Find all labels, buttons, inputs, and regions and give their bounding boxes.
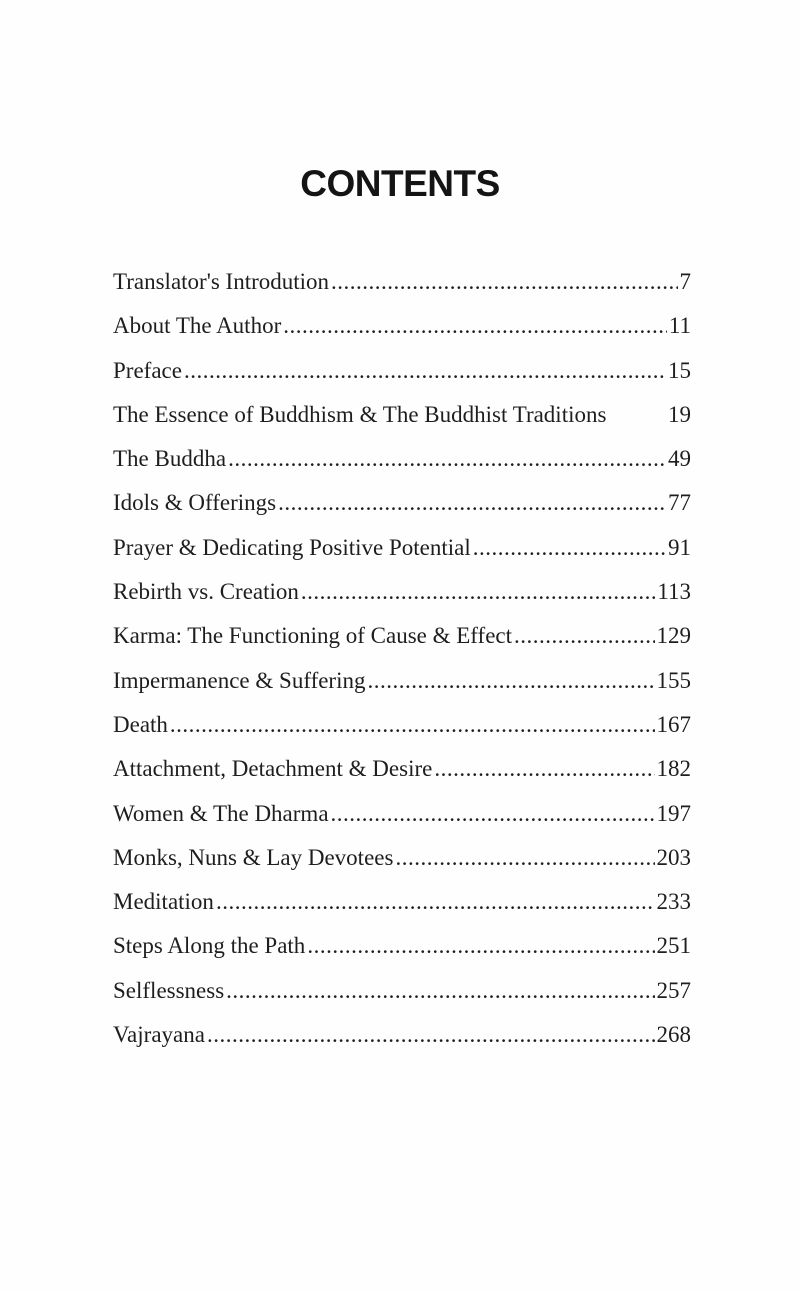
- toc-entry: [113, 570, 691, 614]
- toc-entry-title: Monks, Nuns & Lay Devotees: [113, 844, 394, 870]
- toc-entry-page-number: 251: [656, 933, 691, 959]
- toc-entry-page-number: 77: [668, 490, 691, 516]
- toc-dot-leader: [228, 437, 666, 481]
- toc-dot-leader: [207, 1013, 655, 1057]
- toc-entry-page-number: 197: [656, 800, 691, 826]
- toc-entry: [113, 703, 691, 747]
- toc-entry-title: Idols & Offerings: [113, 490, 277, 516]
- toc-dot-leader: [184, 349, 666, 393]
- toc-entry: [113, 1013, 691, 1057]
- toc-entry: [113, 792, 691, 836]
- toc-entry-page-number: 11: [668, 313, 691, 339]
- toc-entry-title: Attachment, Detachment & Desire: [113, 756, 433, 782]
- toc-entry-page-number: 182: [656, 756, 691, 782]
- toc-entry-title: Death: [113, 711, 168, 737]
- toc-entry-page-number: 155: [656, 667, 691, 693]
- toc-entry: [113, 924, 691, 968]
- toc-entry: [113, 260, 691, 304]
- toc-entry-page-number: 19: [668, 401, 691, 427]
- toc-entry: [113, 659, 691, 703]
- toc-dot-leader: [170, 703, 655, 747]
- toc-dot-leader: [395, 836, 654, 880]
- toc-entry: [113, 481, 691, 525]
- toc-entry-page-number: 268: [656, 1022, 691, 1048]
- toc-entry-title: Karma: The Functioning of Cause & Effect: [113, 623, 512, 649]
- toc-dot-leader: [367, 659, 654, 703]
- toc-entry: [113, 614, 691, 658]
- toc-entry-title: The Buddha: [113, 446, 227, 472]
- toc-entry-title: The Essence of Buddhism & The Buddhist Traditions: [113, 401, 607, 427]
- toc-entry-page-number: 257: [656, 977, 691, 1003]
- toc-entry: [113, 349, 691, 393]
- toc-entry-title: Vajrayana: [113, 1022, 205, 1048]
- toc-entry-title: Meditation: [113, 889, 214, 915]
- toc-entry-title: Rebirth vs. Creation: [113, 579, 299, 605]
- page-title: CONTENTS: [300, 163, 500, 204]
- toc-dot-leader: [283, 304, 667, 348]
- toc-entry-title: Steps Along the Path: [113, 933, 306, 959]
- toc-dot-leader: [331, 260, 677, 304]
- toc-entry-page-number: 167: [656, 711, 691, 737]
- toc-entry-page-number: 113: [657, 579, 691, 605]
- toc-dot-leader: [226, 969, 654, 1013]
- toc-entry-page-number: 129: [656, 623, 691, 649]
- toc-dot-leader: [301, 570, 655, 614]
- toc-entry: [113, 304, 691, 348]
- toc-entry-page-number: 233: [656, 889, 691, 915]
- toc-dot-leader: [307, 924, 654, 968]
- toc-dot-leader: [216, 880, 655, 924]
- toc-entry-title: Impermanence & Suffering: [113, 667, 366, 693]
- toc-entry-page-number: 7: [679, 269, 691, 294]
- toc-entry-title: Women & The Dharma: [113, 800, 329, 826]
- toc-entry-page-number: 15: [668, 357, 691, 383]
- toc-entry-page-number: 49: [668, 446, 691, 472]
- toc-entry: [113, 836, 691, 880]
- toc-entry: [113, 393, 691, 437]
- toc-dot-leader: [278, 481, 666, 525]
- toc-entry-title: About The Author: [113, 313, 282, 339]
- toc-entry: [113, 880, 691, 924]
- toc-dot-leader: [514, 614, 655, 658]
- toc-entry-title: Prayer & Dedicating Positive Potential: [113, 534, 471, 560]
- toc-entry-title: Selflessness: [113, 977, 225, 1003]
- toc-dot-leader: [473, 526, 666, 570]
- toc-entry-title: Preface: [113, 357, 182, 383]
- toc-entry-title: Translator's Introdution: [113, 269, 330, 294]
- toc-entry: [113, 747, 691, 791]
- toc-dot-leader: [331, 792, 655, 836]
- toc-entry: [113, 526, 691, 570]
- toc-dot-leader: [434, 747, 654, 791]
- toc-entry: [113, 437, 691, 481]
- table-of-contents: [113, 260, 691, 1057]
- toc-entry: [113, 969, 691, 1013]
- toc-entry-page-number: 91: [668, 534, 691, 560]
- toc-entry-page-number: 203: [656, 844, 691, 870]
